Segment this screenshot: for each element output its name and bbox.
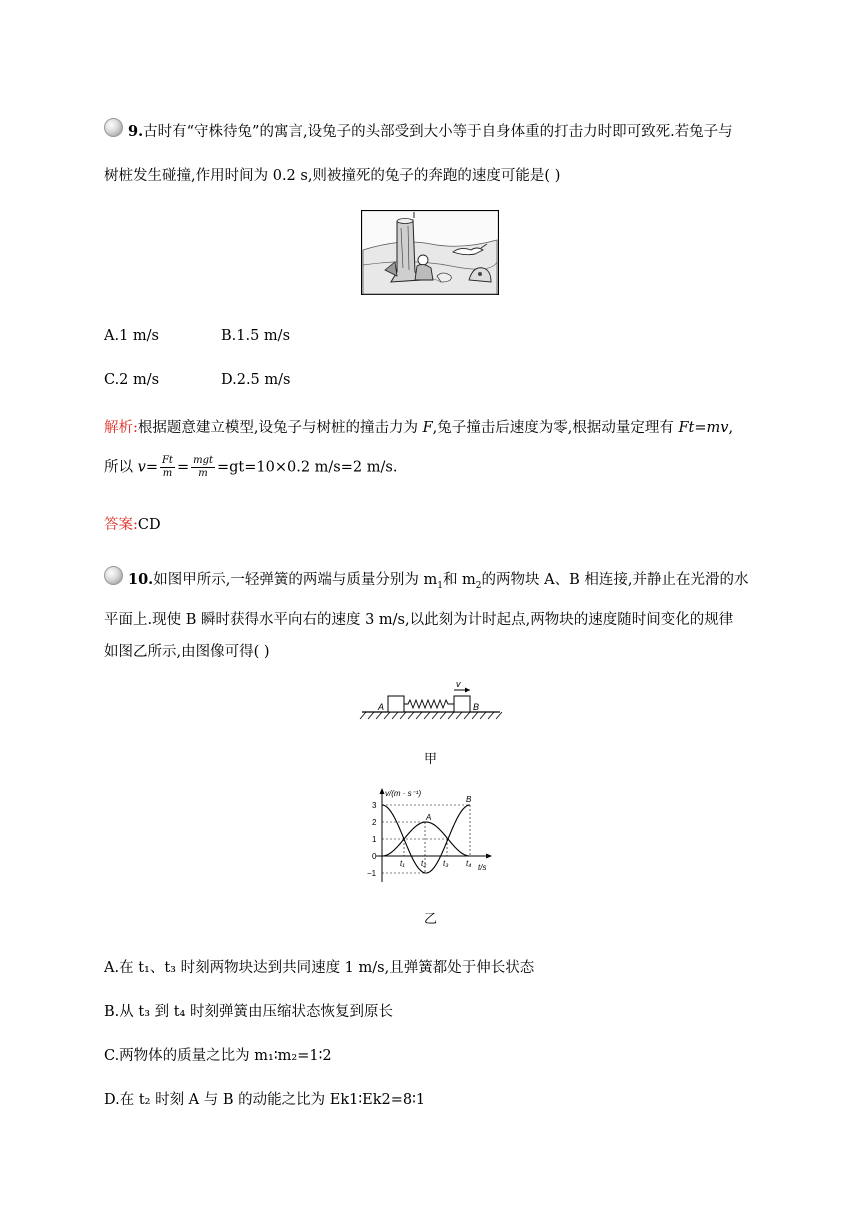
q10-stem-line3: 如图乙所示,由图像可得( ) xyxy=(104,644,270,660)
y-tick-1: 1 xyxy=(372,835,377,844)
q9-answer: 答案:CD xyxy=(104,517,161,533)
q9-option-a: A.1 m/s xyxy=(104,328,159,344)
figure-caption-jia: 甲 xyxy=(424,752,438,767)
q9-option-c: C.2 m/s xyxy=(104,372,160,388)
q10-stem-line2: 平面上.现使 B 瞬时获得水平向右的速度 3 m/s,以此刻为计时起点,两物块的速度随时间变化的规律 xyxy=(104,612,734,628)
q9-stem-line1: 9.古时有“守株待兔”的寓言,设兔子的头部受到大小等于自身体重的打击力时即可致死.若兔子与 xyxy=(128,123,733,140)
q9-stem-line2: 树桩发生碰撞,作用时间为 0.2 s,则被撞死的兔子的奔跑的速度可能是( ) xyxy=(104,168,561,184)
velocity-time-graph xyxy=(362,784,502,888)
question-bullet-icon xyxy=(104,566,123,585)
curve-label-b: B xyxy=(466,795,472,804)
figure-caption-yi: 乙 xyxy=(424,912,438,927)
y-tick-2: 2 xyxy=(372,818,377,827)
label-v: v xyxy=(456,679,461,689)
x-axis-label: t/s xyxy=(478,863,487,872)
q9-analysis-line1: 解析:根据题意建立模型,设兔子与树桩的撞击力为 F,兔子撞击后速度为零,根据动量定理有 Ft=mv, xyxy=(104,420,734,436)
q9-option-b: B.1.5 m/s xyxy=(221,328,291,344)
y-tick-3: 3 xyxy=(372,801,377,810)
fraction-ft-over-m: $\frac{Ft}{m}$ xyxy=(161,455,173,479)
q9-analysis-line2: 所以 v= $\frac{Ft}{m}$ = $\frac{\text{mgt}}{m}$ =gt=10×0.2 m/s=2 m/s. xyxy=(104,455,398,479)
q10-stem-line1: 10.如图甲所示,一轻弹簧的两端与质量分别为 $m_1$和 $m_2$的两物块 A、B 相连接,并静止在光滑的水 xyxy=(128,571,749,591)
y-axis-label: v/(m · s⁻¹) xyxy=(385,789,422,798)
x-tick-t3: t₃ xyxy=(443,859,449,868)
spring-block-figure xyxy=(358,678,504,720)
q10-option-b: B.从 t₃ 到 t₄ 时刻弹簧由压缩状态恢复到原长 xyxy=(104,1004,393,1020)
curve-label-a: A xyxy=(426,813,432,822)
rabbit-stump-illustration xyxy=(361,210,499,295)
x-tick-t2: t₂ xyxy=(421,859,427,868)
label-b: B xyxy=(473,702,480,712)
q10-option-a: A.在 t₁、t₃ 时刻两物块达到共同速度 1 m/s,且弹簧都处于伸长状态 xyxy=(104,960,535,976)
x-tick-t1: t₁ xyxy=(400,859,405,868)
question-bullet-icon xyxy=(104,118,123,137)
label-a: A xyxy=(378,702,385,712)
q9-number: 9. xyxy=(128,123,144,140)
fraction-mgt-over-m: $\frac{\text{mgt}}{m}$ xyxy=(193,455,213,479)
y-tick-neg1: −1 xyxy=(367,869,377,878)
block-a xyxy=(388,696,404,712)
y-tick-0: 0 xyxy=(372,852,377,861)
q10-option-d: D.在 t₂ 时刻 A 与 B 的动能之比为 Ek1∶Ek2=8∶1 xyxy=(104,1092,426,1108)
answer-label: 答案: xyxy=(104,517,138,533)
x-tick-t4: t₄ xyxy=(466,859,472,868)
block-b xyxy=(454,696,470,712)
spring xyxy=(404,700,454,708)
q9-option-d: D.2.5 m/s xyxy=(221,372,291,388)
analysis-label: 解析: xyxy=(104,420,138,436)
q10-number: 10. xyxy=(128,571,154,588)
q10-option-c: C.两物体的质量之比为 m₁∶m₂=1∶2 xyxy=(104,1048,332,1064)
